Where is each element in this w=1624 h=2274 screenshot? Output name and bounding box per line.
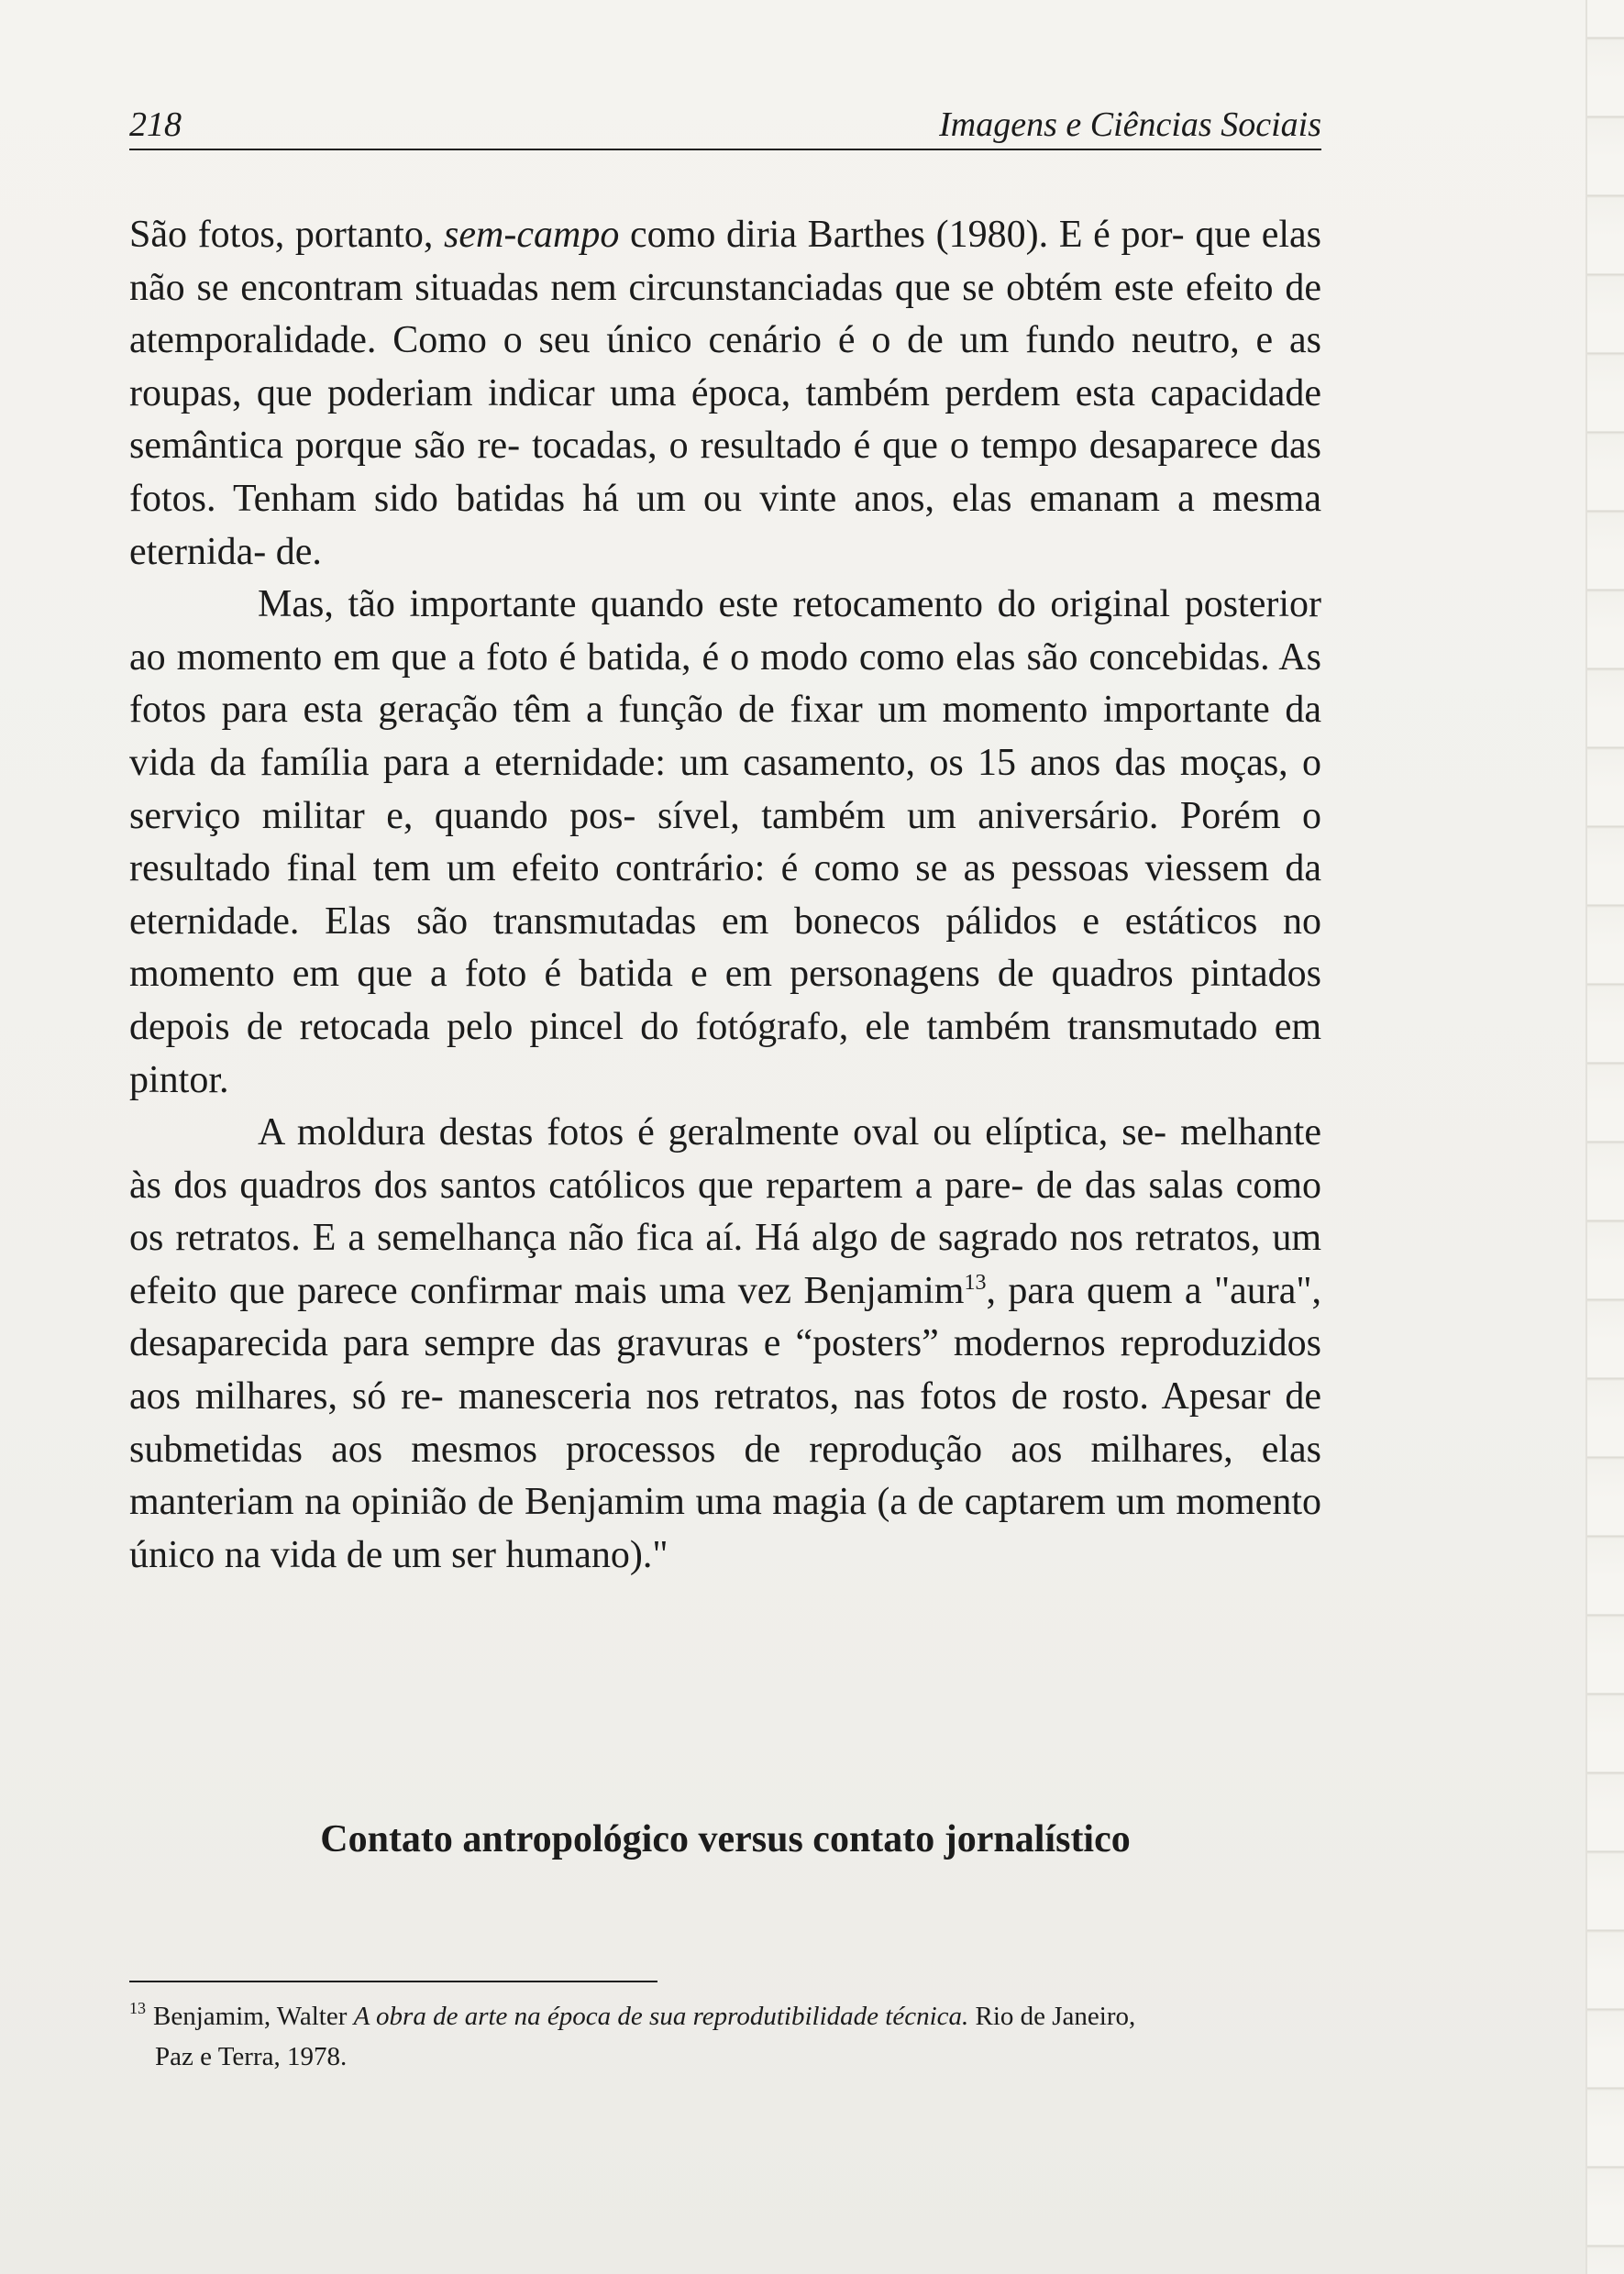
body-text xyxy=(129,209,1321,1582)
text-run: na opinião de Benjamim uma magia (a de captarem um momento xyxy=(304,1481,1321,1524)
footnote-reference: 13 xyxy=(964,1270,987,1295)
footnote-publisher-place: Rio de Janeiro, xyxy=(968,2002,1136,2031)
section-heading: Contato antropológico versus contato jornalístico xyxy=(320,1818,1131,1860)
text-run: sido batidas há um ou vinte anos, elas emanam a mesma eternida- xyxy=(129,477,1321,573)
text-run: são transmutadas em bonecos pálidos e estáticos no momento em xyxy=(129,900,1321,996)
text-run: , para quem a "aura", desaparecida para sempre das xyxy=(129,1269,1322,1365)
text-run: tocadas, o resultado é que o tempo desaparece das fotos. Tenham xyxy=(129,425,1322,520)
text-run: A moldura destas fotos é geralmente oval ou elíptica, se- xyxy=(258,1111,1167,1154)
text-run: Mas, tão importante quando este retocamento do original xyxy=(258,583,1171,626)
text-run: efeito contrário: é como se as pessoas viessem da eternidade. Elas xyxy=(129,847,1321,943)
text-run: aos mesmos processos de reprodução aos milhares, elas manteriam xyxy=(129,1428,1321,1524)
text-run: o de um fundo neutro, e as roupas, que poderiam indicar uma xyxy=(129,319,1321,414)
footnote-continuation: Paz e Terra, 1978. xyxy=(155,2042,348,2071)
footnote-title: A obra de arte na época de sua reprodutibilidade técnica. xyxy=(353,2002,969,2031)
paragraph xyxy=(129,1107,1321,1582)
text-run: pintor. xyxy=(129,1058,229,1101)
text-run: melhante às dos quadros dos santos católicos que repartem a pare- xyxy=(129,1111,1321,1207)
text-run: de sagrado nos retratos, um efeito que parece confirmar mais uma xyxy=(129,1217,1321,1312)
text-run: que a foto é batida e em personagens de quadros pintados depois xyxy=(129,953,1322,1048)
text-run: manesceria nos retratos, nas fotos de rosto. Apesar de submetidas xyxy=(129,1375,1321,1471)
page-number: 218 xyxy=(129,105,182,144)
page-header xyxy=(129,99,1321,150)
text-run: único na vida de um ser humano)." xyxy=(129,1533,668,1576)
text-run: obtém este efeito de atemporalidade. Como o seu único cenário é xyxy=(129,266,1322,362)
footnote-number: 13 xyxy=(129,1999,146,2017)
paragraph xyxy=(129,209,1321,579)
footnote-rule xyxy=(129,1981,657,1982)
page-edge xyxy=(1585,0,1624,2274)
text-run: sível, também um aniversário. Porém o resultado final tem um xyxy=(129,794,1322,890)
footnote xyxy=(129,1996,1321,2077)
text-run: são concebidas. As fotos para esta geração têm a função de fixar xyxy=(129,635,1321,732)
text-run: um momento importante da vida da família para a eternidade: um xyxy=(129,689,1322,784)
text-run: de retocada pelo pincel do fotógrafo, ele também transmutado em xyxy=(246,1005,1322,1048)
footnote-author: Benjamim, Walter xyxy=(153,2002,354,2031)
text-run: posterior ao momento em que a foto é batida, é o modo como elas xyxy=(129,583,1321,679)
text-run: época, também perdem esta capacidade semântica porque são re- xyxy=(129,371,1322,468)
text-run: vez Benjamim xyxy=(737,1269,965,1312)
text-run: casamento, os 15 anos das moças, o serviço militar e, quando pos- xyxy=(129,741,1321,837)
text-run: de das salas como os retratos. E a semelhança não fica aí. Há algo xyxy=(129,1164,1321,1260)
text-run: de. xyxy=(275,530,322,573)
paragraph xyxy=(129,579,1321,1107)
text-run: São fotos, portanto, xyxy=(129,214,445,256)
text-run: gravuras e “posters” modernos reproduzidos aos milhares, só re- xyxy=(129,1322,1321,1418)
running-title: Imagens e Ciências Sociais xyxy=(939,105,1321,144)
emphasis-text: sem-campo xyxy=(444,214,620,256)
text-run: que elas não se encontram situadas nem circunstanciadas que se xyxy=(129,214,1321,309)
text-run: como diria Barthes (1980). E é por- xyxy=(619,214,1185,256)
